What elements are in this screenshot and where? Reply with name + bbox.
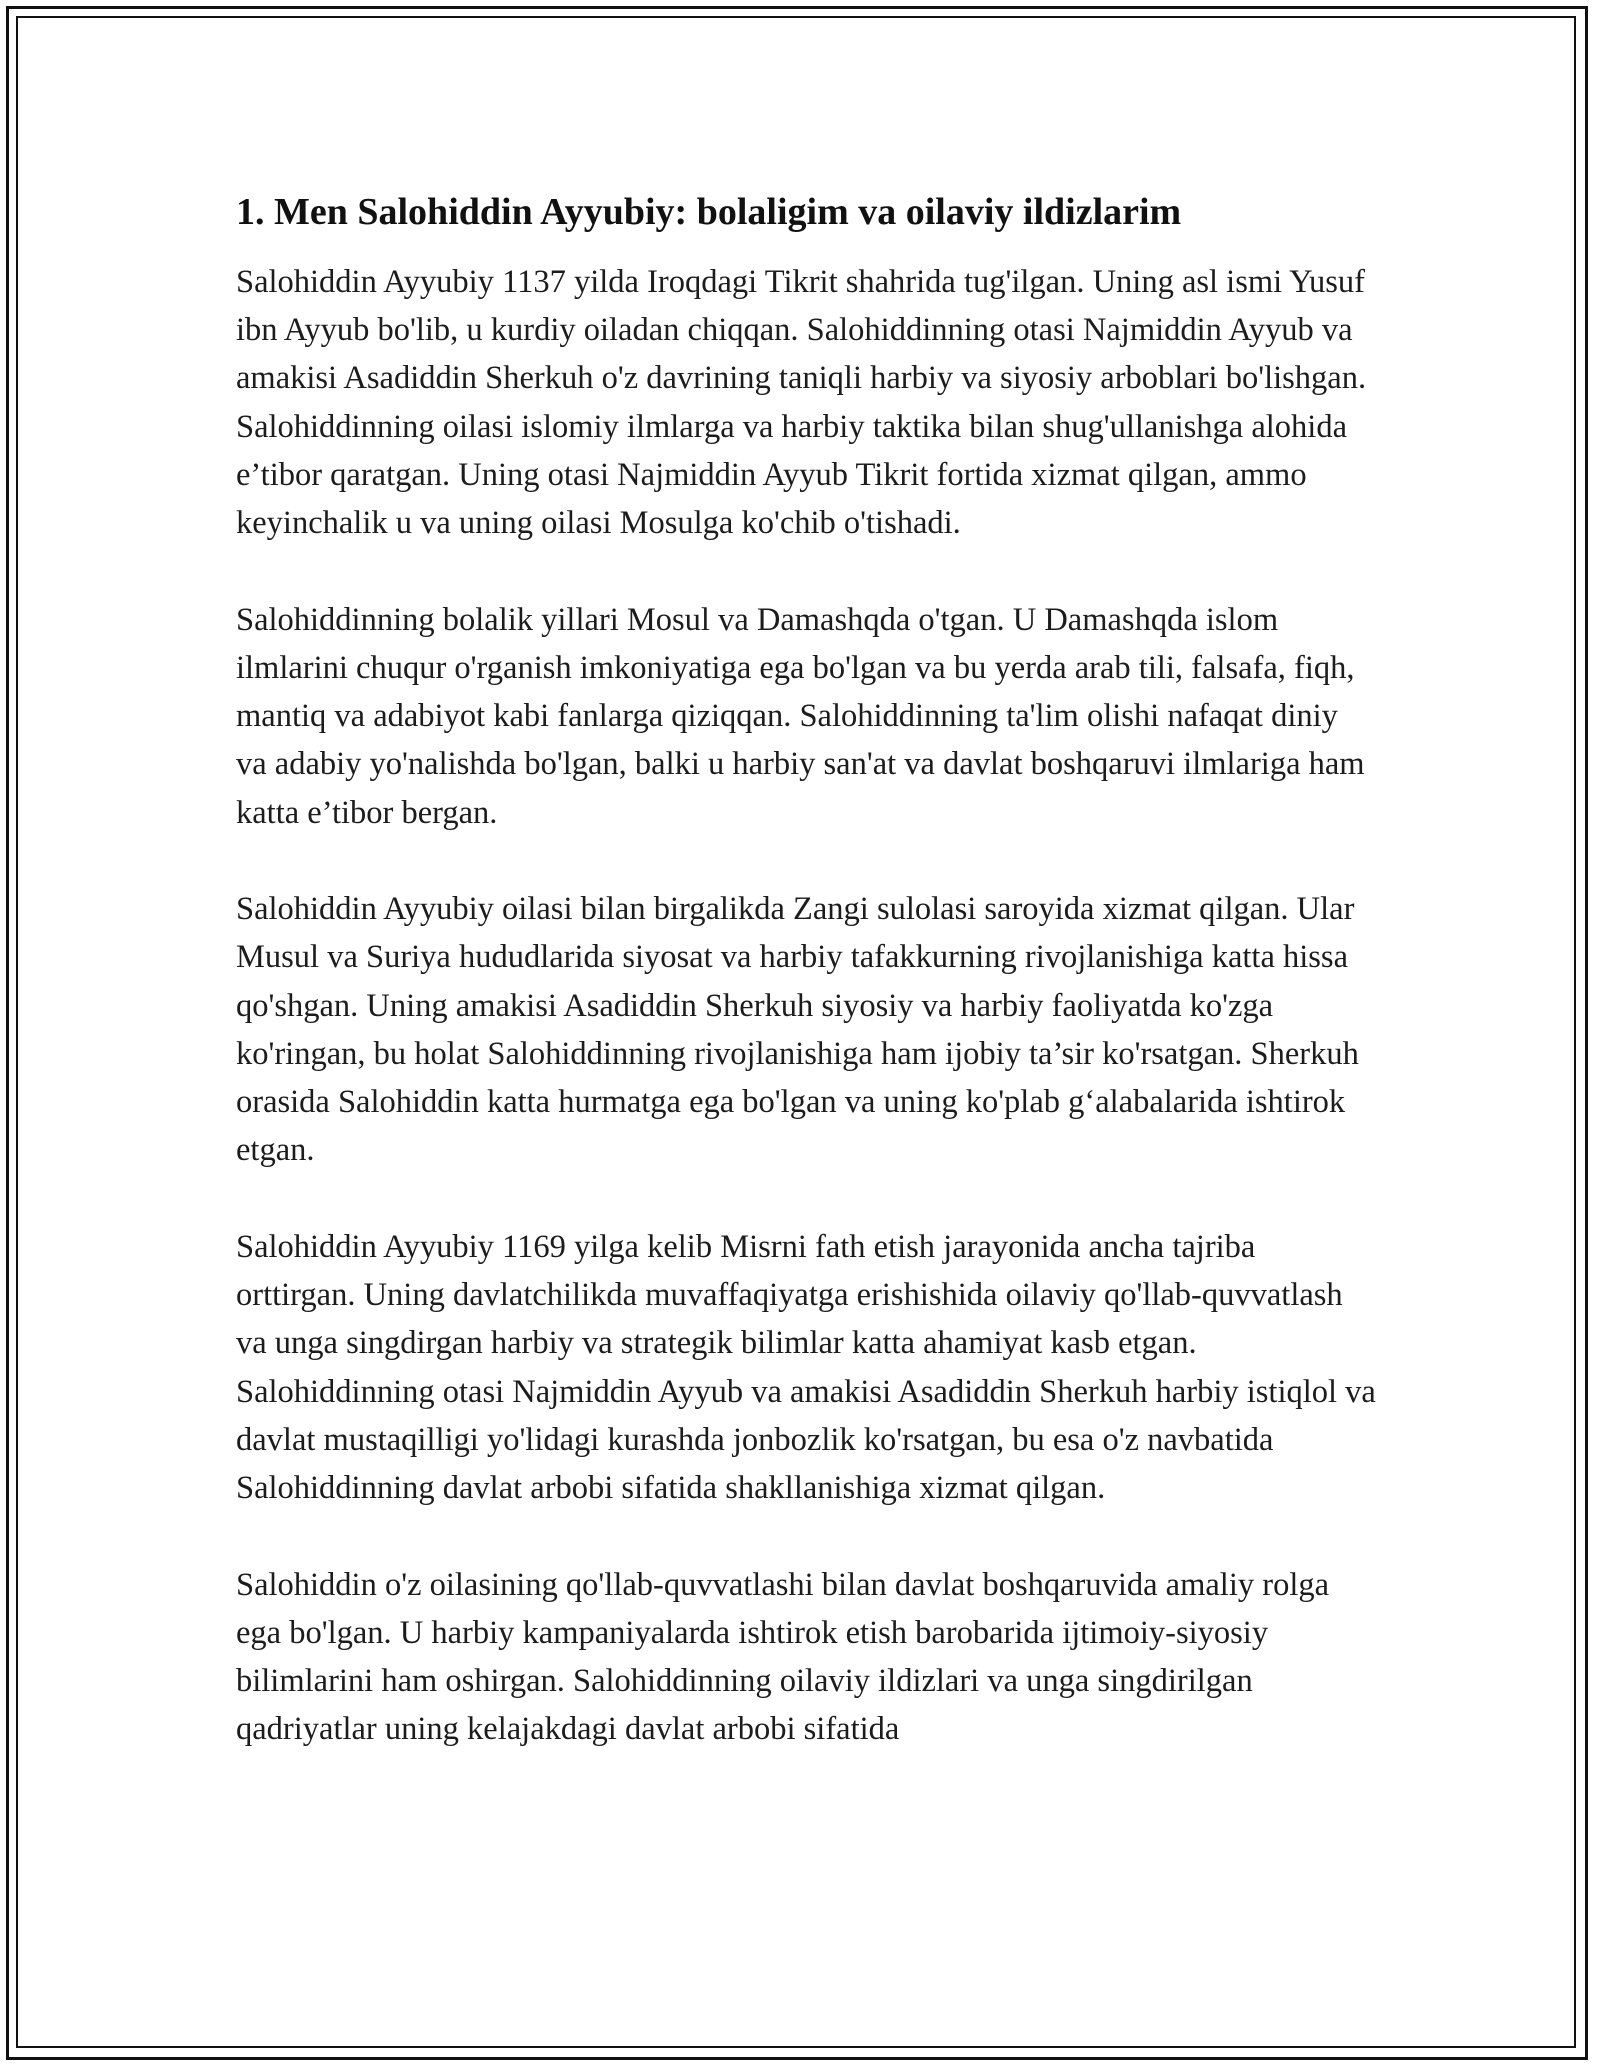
document-body bbox=[236, 186, 1376, 1802]
paragraph-2: Salohiddinning bolalik yillari Mosul va Damashqda o'tgan. U Damashqda islom ilmlarini chuqur o'rganish imkoniyatiga ega bo'lgan va bu yerda arab tili, falsafa, fiqh, mantiq va adabiyot kabi fanlarga qiziqqan. Salohiddinning ta'lim olishi nafaqat diniy va adabiy yo'nalishda bo'lgan, balki u harbiy san'at va davlat boshqaruvi ilmlariga ham katta e’tibor bergan. bbox=[236, 601, 1365, 831]
paragraph-3: Salohiddin Ayyubiy oilasi bilan birgalikda Zangi sulolasi saroyida xizmat qilgan. Ular Musul va Suriya hududlarida siyosat va harbiy tafakkurning rivojlanishiga katta hissa qo'shgan. Uning amakisi Asadiddin Sherkuh siyosiy va harbiy faoliyatda ko'zga ko'ringan, bu holat Salohiddinning rivojlanishiga ham ijobiy ta’sir ko'rsatgan. Sherkuh orasida Salohiddin katta hurmatga ega bo'lgan va uning ko'plab g‘alabalarida ishtirok etgan. bbox=[236, 891, 1359, 1169]
paragraph-4: Salohiddin Ayyubiy 1169 yilga kelib Misrni fath etish jarayonida ancha tajriba orttirgan. Uning davlatchilikda muvaffaqiyatga erishishida oilaviy qo'llab-quvvatlash va unga singdirgan harbiy va strategik bilimlar katta ahamiyat kasb etgan. Salohiddinning otasi Najmiddin Ayyub va amakisi Asadiddin Sherkuh harbiy istiqlol va davlat mustaqilligi yo'lidagi kurashda jonbozlik ko'rsatgan, bu esa o'z navbatida Salohiddinning davlat arbobi sifatida shakllanishiga xizmat qilgan. bbox=[236, 1228, 1376, 1506]
paragraph-1: Salohiddin Ayyubiy 1137 yilda Iroqdagi Tikrit shahrida tug'ilgan. Uning asl ismi Yusuf ibn Ayyub bo'lib, u kurdiy oiladan chiqqan. Salohiddinning otasi Najmiddin Ayyub va amakisi Asadiddin Sherkuh o'z davrining taniqli harbiy va siyosiy arboblari bo'lishgan. Salohiddinning oilasi islomiy ilmlarga va harbiy taktika bilan shug'ullanishga alohida e’tibor qaratgan. Uning otasi Najmiddin Ayyub Tikrit fortida xizmat qilgan, ammo keyinchalik u va uning oilasi Mosulga ko'chib o'tishadi. bbox=[236, 264, 1367, 542]
section-heading: 1. Men Salohiddin Ayyubiy: bolaligim va oilaviy ildizlarim bbox=[236, 191, 1182, 233]
paragraph-5: Salohiddin o'z oilasining qo'llab-quvvatlashi bilan davlat boshqaruvida amaliy rolga ega bo'lgan. U harbiy kampaniyalarda ishtirok etish barobarida ijtimoiy-siyosiy bilimlarini ham oshirgan. Salohiddinning oilaviy ildizlari va unga singdirilgan qadriyatlar uning kelajakdagi davlat arbobi sifatida bbox=[236, 1566, 1330, 1748]
